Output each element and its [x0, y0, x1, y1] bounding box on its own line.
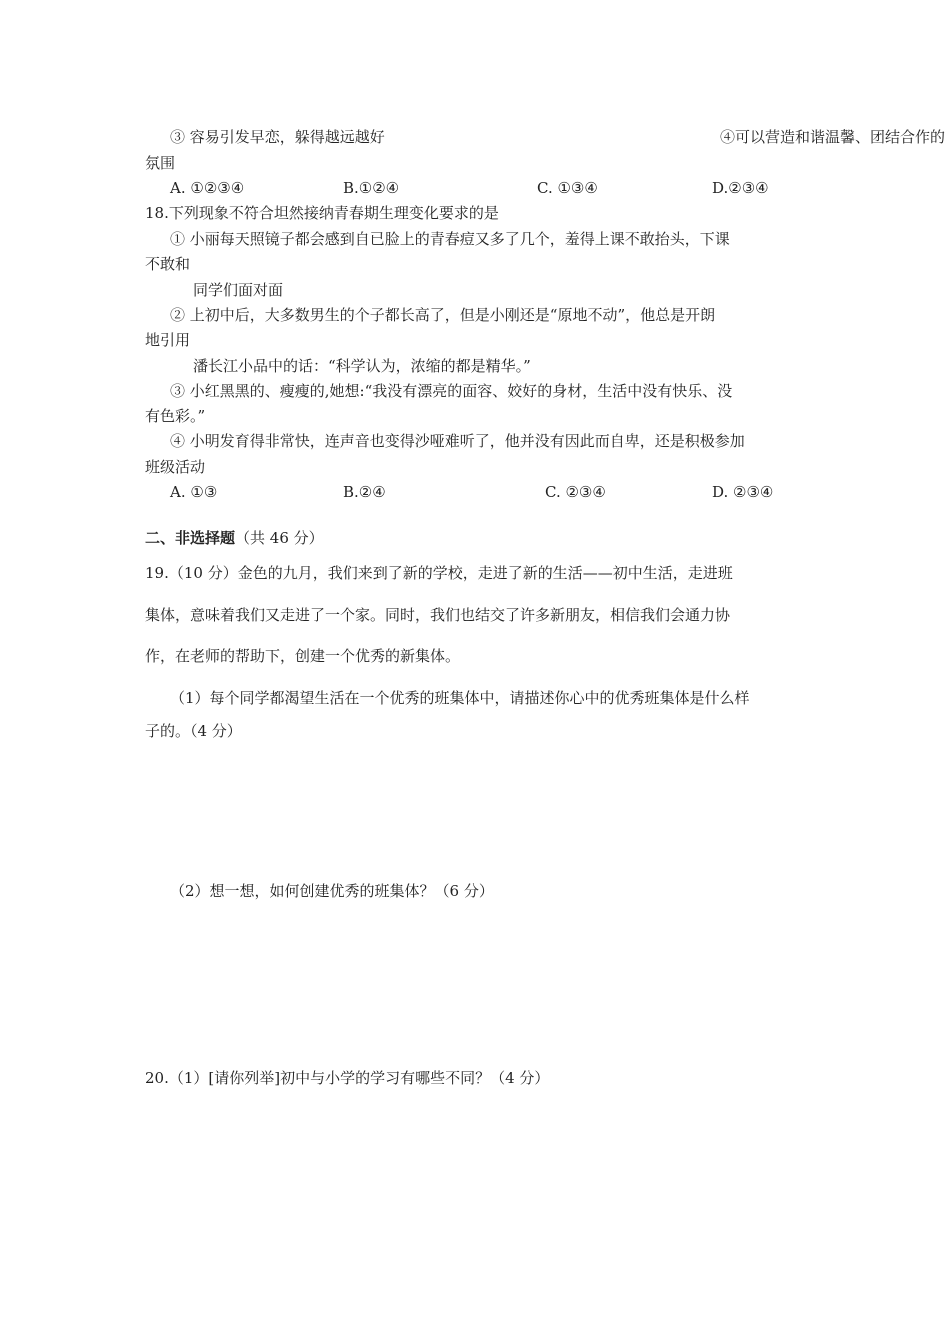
q19-part-1-line-2: 子的。（4 分）	[145, 722, 242, 740]
q17-option-b: B.①②④	[343, 179, 400, 197]
q18-item-3-line-2: 有色彩。”	[145, 407, 206, 425]
section-title: 二、非选择题	[145, 529, 236, 547]
q19-line-2: 集体，意味着我们又走进了一个家。同时，我们也结交了许多新朋友，相信我们会通力协	[145, 606, 731, 624]
q19-line-3: 作，在老师的帮助下，创建一个优秀的新集体。	[145, 647, 461, 665]
q18-item-1-line-3: 同学们面对面	[193, 281, 284, 299]
section-heading	[145, 528, 810, 548]
q18-item-3-line-1: ③ 小红黑黑的、瘦瘦的,她想:“我没有漂亮的面容、姣好的身材，生活中没有快乐、没	[170, 382, 733, 400]
q18-item-4-line-2: 班级活动	[145, 458, 206, 476]
q17-option-a: A. ①②③④	[170, 179, 245, 197]
q18-option-b: B.②④	[343, 483, 386, 501]
section-points: （共 46 分）	[235, 529, 324, 547]
q17-option-d: D.②③④	[712, 179, 769, 197]
q17-options	[170, 178, 810, 198]
q18-option-a: A. ①③	[170, 483, 218, 501]
q17-option-c: C. ①③④	[537, 179, 598, 197]
q18-item-2-line-1: ② 上初中后，大多数男生的个子都长高了，但是小刚还是“原地不动”，他总是开朗	[170, 306, 716, 324]
q18-item-2-line-3: 潘长江小品中的话：“科学认为，浓缩的都是精华。”	[193, 357, 531, 375]
q18-item-4-line-1: ④ 小明发育得非常快，连声音也变得沙哑难听了，他并没有因此而自卑，还是积极参加	[170, 432, 745, 450]
q19-part-2: （2）想一想，如何创建优秀的班集体？（6 分）	[170, 882, 494, 900]
q18-item-2-line-2: 地引用	[145, 331, 191, 349]
q17-item-4-cont: 氛围	[145, 154, 176, 172]
q17-item-4: ④可以营造和谐温馨、团结合作的	[720, 128, 946, 146]
q18-option-d: D. ②③④	[712, 483, 774, 501]
q18-options	[170, 482, 810, 502]
q18-item-1-line-1: ① 小丽每天照镜子都会感到自已脸上的青春痘又多了几个，羞得上课不敢抬头，下课	[170, 230, 730, 248]
q20-part-1: 20.（1）[请你列举]初中与小学的学习有哪些不同？（4 分）	[145, 1069, 550, 1087]
q17-item-3: ③ 容易引发早恋，躲得越远越好 ④可以营造和谐温馨、团结合作的	[170, 128, 946, 146]
q18-stem: 18.下列现象不符合坦然接纳青春期生理变化要求的是	[145, 204, 499, 222]
q19-part-1-line-1: （1）每个同学都渴望生活在一个优秀的班集体中，请描述你心中的优秀班集体是什么样	[170, 689, 750, 707]
q19-line-1: 19.（10 分）金色的九月，我们来到了新的学校，走进了新的生活——初中生活，走进班	[145, 564, 733, 582]
q18-option-c: C. ②③④	[545, 483, 606, 501]
q18-item-1-line-2: 不敢和	[145, 255, 191, 273]
